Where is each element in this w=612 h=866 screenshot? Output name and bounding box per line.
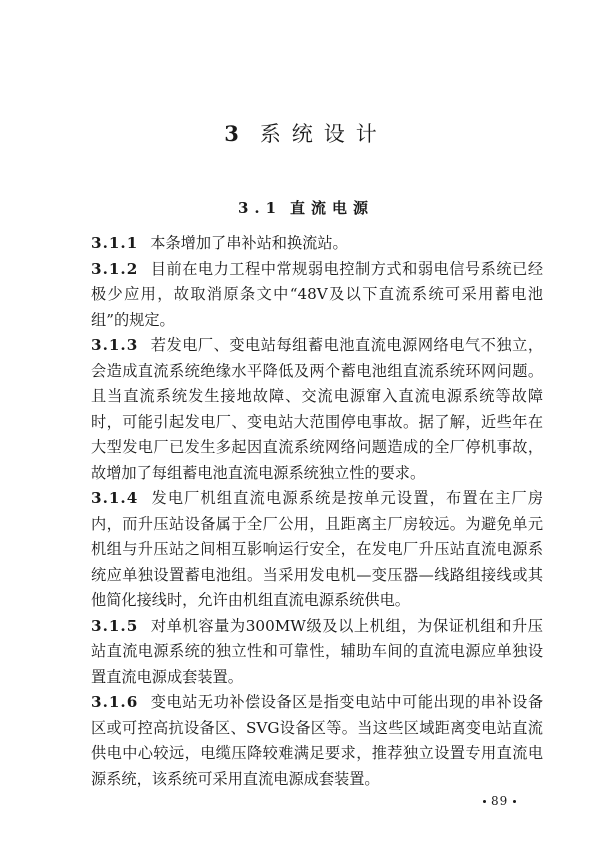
page-number bbox=[478, 794, 521, 808]
clause-number: 3.1.6 bbox=[91, 693, 139, 711]
clause-text: 本条增加了串补站和换流站。 bbox=[150, 234, 348, 252]
clause-3-1-3 bbox=[91, 333, 543, 486]
clause-number: 3.1.5 bbox=[91, 616, 139, 635]
page-number-dot-left bbox=[483, 800, 486, 803]
clause-3-1-4 bbox=[91, 486, 543, 614]
chapter-number: 3 bbox=[224, 121, 250, 146]
page-number-dot-right bbox=[513, 800, 516, 803]
clause-number: 3.1.3 bbox=[91, 336, 139, 354]
clause-number: 3.1.1 bbox=[91, 234, 139, 252]
clause-text: 发电厂机组直流电源系统是按单元设置，布置在主厂房内，而升压站设备属于全厂公用，且距离主厂房较远。为避免单元机组与升压站之间相互影响运行安全，在发电厂升压站直流电源系统应单独设置蓄电池组。当采用发电机—变压器—线路组接线或其他简化接线时，允许由机组直流电源系统供电。 bbox=[91, 489, 543, 609]
clause-number: 3.1.2 bbox=[91, 259, 139, 278]
chapter-title-text: 系统设计 bbox=[259, 122, 388, 146]
clause-text: 对单机容量为300MW级及以上机组，为保证机组和升压站直流电源系统的独立性和可靠性，辅助车间的直流电源应单独设置直流电源成套装置。 bbox=[91, 616, 543, 686]
section-title bbox=[0, 197, 612, 218]
clause-3-1-1 bbox=[91, 231, 543, 257]
clause-text: 若发电厂、变电站每组蓄电池直流电源网络电气不独立，会造成直流系统绝缘水平降低及两个蓄电池组直流系统环网问题。且当直流系统发生接地故障、交流电源窜入直流电源系统等故障时，可能引起发电厂、变电站大范围停电事故。据了解，近些年在大型发电厂已发生多起因直流系统网络问题造成的全厂停机事故，故增加了每组蓄电池直流电源系统独立性的要求。 bbox=[91, 336, 543, 482]
clause-number: 3.1.4 bbox=[91, 489, 139, 507]
section-number: 3.1 bbox=[237, 199, 283, 217]
body-text bbox=[91, 231, 543, 792]
chapter-title bbox=[0, 118, 612, 148]
clause-3-1-5 bbox=[91, 614, 543, 691]
clause-3-1-6 bbox=[91, 690, 543, 792]
clause-text: 目前在电力工程中常规弱电控制方式和弱电信号系统已经极少应用，故取消原条文中“48V及以下直流系统可采用蓄电池组”的规定。 bbox=[91, 259, 543, 329]
page-number-value: 89 bbox=[491, 794, 509, 808]
clause-text: 变电站无功补偿设备区是指变电站中可能出现的串补设备区或可控高抗设备区、SVG设备区等。当这些区域距离变电站直流供电中心较远，电缆压降较难满足要求，推荐独立设置专用直流电源系统，该系统可采用直流电源成套装置。 bbox=[91, 693, 543, 788]
clause-3-1-2 bbox=[91, 257, 543, 334]
section-title-text: 直流电源 bbox=[290, 199, 375, 217]
